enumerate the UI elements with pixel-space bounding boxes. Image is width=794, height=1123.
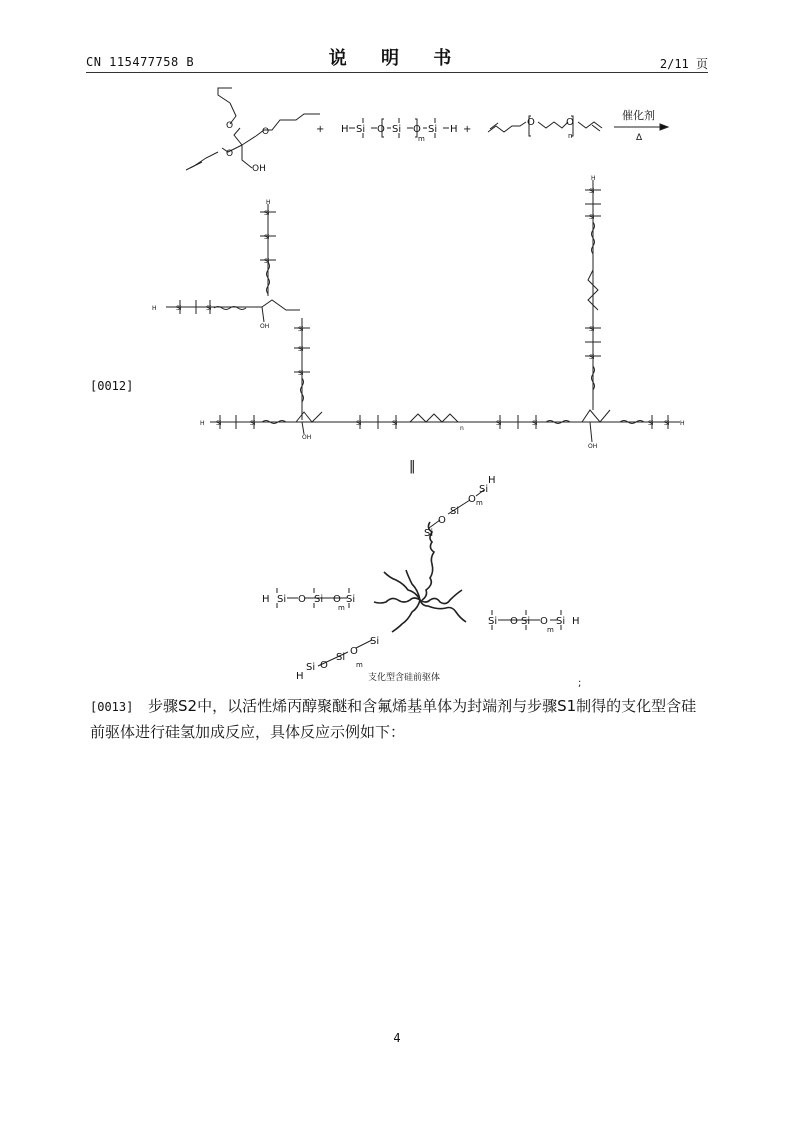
precursor-caption: 支化型含硅前驱体 xyxy=(368,673,441,683)
equivalence-sign: ‖ xyxy=(409,459,416,474)
label-si-net-12: Si xyxy=(392,420,398,427)
label-si-net-17: Si xyxy=(589,188,595,195)
label-m-pre-3: m xyxy=(476,499,483,507)
label-si-pre-7: Si xyxy=(424,528,434,539)
label-si-2: Si xyxy=(392,124,402,135)
label-si-net-10: Si xyxy=(250,420,256,427)
label-si-pre-2: Si xyxy=(314,594,324,605)
label-si-net-15: Si xyxy=(648,420,654,427)
label-si-net-14: Si xyxy=(532,420,538,427)
label-si-net-2: Si xyxy=(264,234,270,241)
label-o-pre-5: O xyxy=(438,515,446,526)
label-h-net-1: H xyxy=(266,199,271,206)
page-number: 4 xyxy=(393,1031,401,1045)
label-o-pre-2: O xyxy=(333,594,341,605)
label-oh-net-3: OH xyxy=(588,443,598,450)
paragraph-0013-text: 步骤S2中，以活性烯丙醇聚醚和含氟烯基单体为封端剂与步骤S1制得的支化型含硅前驱体进行硅氢加成反应，具体反应示例如下： xyxy=(90,697,697,741)
network-bottom-chain xyxy=(210,410,680,442)
reactant-diallyl-polyether xyxy=(488,116,602,136)
label-si-net-8: Si xyxy=(298,370,304,377)
label-o-7: O xyxy=(566,117,574,128)
label-si-net-19: Si xyxy=(589,326,595,333)
label-o-4: O xyxy=(377,124,385,135)
caption-semicolon: ; xyxy=(578,678,582,689)
label-o-pre-8: O xyxy=(320,660,328,671)
label-o-pre-4: O xyxy=(540,616,548,627)
label-m-pre-2: m xyxy=(547,626,554,634)
paragraph-0013 xyxy=(90,694,708,745)
label-oh-net-2: OH xyxy=(302,434,312,441)
label-m-1: m xyxy=(418,135,425,143)
label-h-right: H xyxy=(450,124,458,135)
label-si-net-11: Si xyxy=(356,420,362,427)
label-o-2: O xyxy=(262,127,270,137)
label-si-net-16: Si xyxy=(664,420,670,427)
label-si-pre-8: Si xyxy=(450,506,460,517)
label-h-net-3: H xyxy=(200,420,205,427)
label-si-net-1: Si xyxy=(264,210,270,217)
label-oh-net-1: OH xyxy=(260,323,270,330)
patent-number: CN 115477758 B xyxy=(86,55,195,69)
label-o-pre-6: O xyxy=(468,494,476,505)
label-h-pre-4: H xyxy=(296,671,304,682)
label-o-pre-1: O xyxy=(298,594,306,605)
label-o-pre-3: O xyxy=(510,616,518,627)
label-m-pre-4: m xyxy=(356,661,363,669)
page-indicator: 2/11 页 xyxy=(659,57,708,71)
label-h-net-4: H xyxy=(680,420,685,427)
label-si-pre-1: Si xyxy=(277,594,287,605)
paragraph-number-0012: [0012] xyxy=(90,379,134,393)
catalyst-label: 催化剂 xyxy=(622,109,655,122)
plus-sign-1: + xyxy=(316,124,325,135)
label-h-pre-3: H xyxy=(488,475,496,486)
branched-precursor-structure xyxy=(277,490,561,666)
label-si-1: Si xyxy=(356,124,366,135)
network-central-vertical-chain xyxy=(294,318,310,420)
label-n-net: n xyxy=(460,425,464,432)
label-si-pre-12: Si xyxy=(306,662,316,673)
label-si-pre-5: Si xyxy=(521,616,531,627)
label-o-1: O xyxy=(226,121,234,131)
document-title: 说 明 书 xyxy=(328,48,466,69)
label-si-pre-10: Si xyxy=(370,636,380,647)
label-si-pre-4: Si xyxy=(488,616,498,627)
label-o-pre-7: O xyxy=(350,646,358,657)
label-o-5: O xyxy=(413,124,421,135)
label-si-net-3: Si xyxy=(264,258,270,265)
label-h-net-2: H xyxy=(152,305,157,312)
label-si-pre-11: Si xyxy=(336,652,346,663)
label-h-pre-2: H xyxy=(572,616,580,627)
label-si-3: Si xyxy=(428,124,438,135)
label-si-net-7: Si xyxy=(298,346,304,353)
label-o-3: O xyxy=(226,149,234,159)
label-h-net-5: H xyxy=(591,175,596,182)
label-n-1: n xyxy=(568,132,573,140)
label-si-net-13: Si xyxy=(496,420,502,427)
reactant-allyl-ether xyxy=(186,88,320,170)
label-oh-top: OH xyxy=(252,164,266,174)
label-m-pre-1: m xyxy=(338,604,345,612)
label-si-net-20: Si xyxy=(589,354,595,361)
label-si-pre-6: Si xyxy=(556,616,566,627)
label-o-6: O xyxy=(527,117,535,128)
label-si-net-9: Si xyxy=(216,420,222,427)
label-h-pre-1: H xyxy=(262,594,270,605)
label-si-net-4: Si xyxy=(176,305,182,312)
plus-sign-2: + xyxy=(463,124,472,135)
paragraph-number-0013: [0013] xyxy=(90,700,134,714)
label-si-pre-3: Si xyxy=(346,594,356,605)
label-si-pre-9: Si xyxy=(479,484,489,495)
heat-label: Δ xyxy=(636,133,643,143)
label-si-net-18: Si xyxy=(589,214,595,221)
network-left-vertical-chain xyxy=(260,204,276,296)
label-h-left: H xyxy=(341,124,349,135)
label-si-net-5: Si xyxy=(206,305,212,312)
label-si-net-6: Si xyxy=(298,326,304,333)
network-left-horizontal-branch xyxy=(166,300,300,322)
